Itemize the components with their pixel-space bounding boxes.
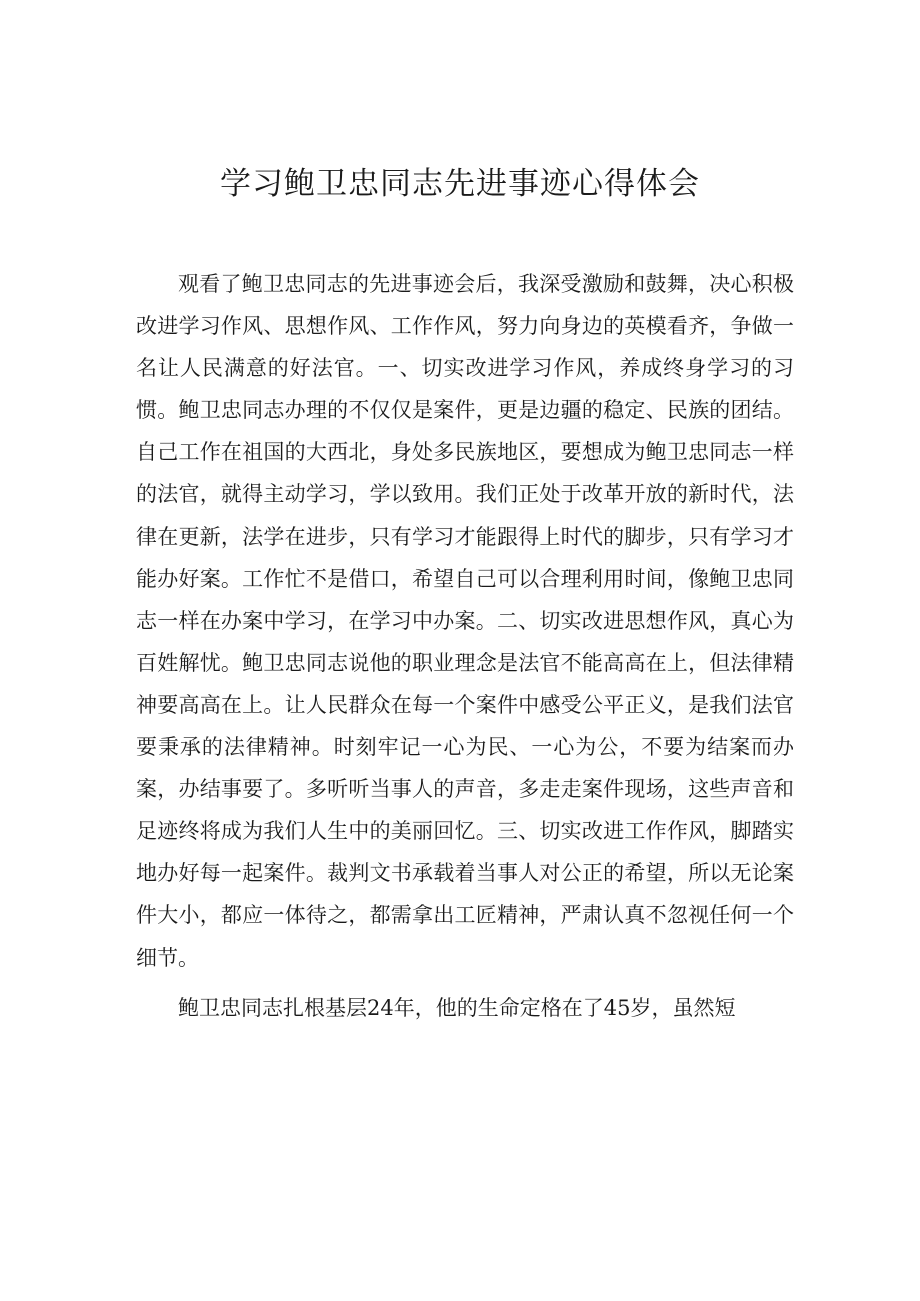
body-paragraph-1: 观看了鲍卫忠同志的先进事迹会后，我深受激励和鼓舞，决心积极改进学习作风、思想作风、工作作风，努力向身边的英模看齐，争做一名让人民满意的好法官。一、切实改进学习作风，养成终身学习的习惯。鲍卫忠同志办理的不仅仅是案件，更是边疆的稳定、民族的团结。自己工作在祖国的大西北，身处多民族地区，要想成为鲍卫忠同志一样的法官，就得主动学习，学以致用。我们正处于改革开放的新时代，法律在更新，法学在进步，只有学习才能跟得上时代的脚步，只有学习才能办好案。工作忙不是借口，希望自己可以合理利用时间，像鲍卫忠同志一样在办案中学习，在学习中办案。二、切实改进思想作风，真心为百姓解忧。鲍卫忠同志说他的职业理念是法官不能高高在上，但法律精神要高高在上。让人民群众在每一个案件中感受公平正义，是我们法官要秉承的法律精神。时刻牢记一心为民、一心为公，不要为结案而办案，办结事要了。多听听当事人的声音，多走走案件现场，这些声音和足迹终将成为我们人生中的美丽回忆。三、切实改进工作作风，脚踏实地办好每一起案件。裁判文书承载着当事人对公正的希望，所以无论案件大小，都应一体待之，都需拿出工匠精神，严肃认真不忽视任何一个细节。 — [136, 272, 794, 970]
body-paragraph-2: 鲍卫忠同志扎根基层24年，他的生命定格在了45岁，虽然短 — [178, 995, 736, 1020]
document-body — [136, 263, 794, 1029]
document-title: 学习鲍卫忠同志先进事迹心得体会 — [220, 166, 700, 202]
